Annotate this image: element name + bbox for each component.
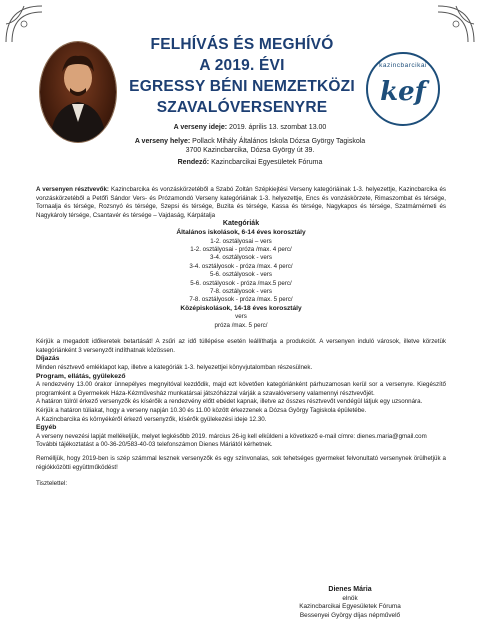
program-heading: Program, ellátás, gyülekező	[36, 372, 126, 380]
title-line-2: A 2019. ÉVI	[199, 57, 285, 74]
timing-note: Kérjük a megadott időkeretek betartását! A zsűri az idő túllépése esetén leállíthatja a produkciót. A versenyen induló városok, illetve körzetük kategóriánként 3 versenyzőt indíthatnak közössen.	[36, 338, 446, 354]
ornament-corner-top-left	[4, 4, 64, 44]
category-item: 1-2. osztályosai – vers	[210, 237, 272, 245]
participants-label: A versenyen résztvevők:	[36, 186, 109, 193]
program-paragraph-4: A Kazincbarcika és környékéről érkező versenyzők, kísérők gyülekezési ideje 12.30.	[36, 415, 267, 423]
program-paragraph-3: Kérjük a határon túliakat, hogy a verseny napján 10.30 és 11.00 között érkezzenek a Dózsa György Tagiskola épületébe.	[36, 406, 367, 414]
closing-greeting: Tisztelettel:	[36, 480, 68, 488]
venue-label: A verseny helye:	[134, 138, 191, 145]
title-line-3: EGRESSY BÉNI NEMZETKÖZI	[129, 78, 355, 95]
signature-award: Bessenyei György díjas népművelő	[299, 611, 401, 619]
venue-line-2: 3700 Kazincbarcika, Dózsa György út 39.	[185, 147, 315, 154]
categories-title: Kategóriák	[222, 220, 260, 228]
category-item: 5-6. osztályosok - próza /max.5 perc/	[190, 279, 292, 287]
date-label: A verseny ideje:	[173, 124, 228, 131]
kef-logo	[366, 52, 440, 126]
primary-category-title: Általános iskolások, 6-14 éves korosztály	[176, 228, 306, 236]
other-paragraph-1: A verseny nevezési lapját mellékeljük, melyet legkésőbb 2019. március 26-ig kell elküldeni a következő e-mail címre: dienes.maria@gmail.com	[36, 432, 427, 440]
event-venue	[100, 137, 400, 155]
awards-heading: Díjazás	[36, 355, 60, 363]
signature-name: Dienes Mária	[328, 586, 372, 593]
signature-role: elnök	[342, 594, 358, 602]
program-paragraph-1: A rendezvény 13.00 órakor ünnepélyes megnyitóval kezdődik, majd ezt követően kategóriánként párhuzamosan kerül sor a versenyre. Kiegészítő programként a Gyermekek Háza-Kézművesház munkatársai játszóházzal várják a szavalóverseny valamennyi résztvevőjét.	[36, 381, 446, 397]
logo-mark: kef	[380, 77, 426, 107]
signature-org: Kazincbarcikai Egyesületek Fóruma	[299, 603, 401, 611]
date-value: 2019. április 13. szombat 13.00	[229, 124, 327, 131]
event-date	[100, 123, 400, 132]
category-item: 5-6. osztályosok - vers	[210, 271, 272, 279]
participants-text: Kazincbarcika és vonzáskörzetéből a Szabó Zoltán Szépkiejtési Verseny kategóriáinak 1-3. helyezettje, Kazincbarcika és vonzáskörzetéből a Petőfi Sándor Vers- és Prózamondó Verseny kategóriáinak 1-3. helyezettje, Encs és vonzáskörzete, Rimaszombat és térsége, Tornaalja és térsége, Rozsnyó és térsége, Szepsi és térsége, Buzita és térsége, Kassa és térsége, Nagykapos és térsége, Szatmárnémeti és Nagykároly térsége, Csantavér és térsége – Vajdaság, Kárpátalja	[36, 186, 446, 219]
ornament-corner-top-right	[416, 4, 476, 44]
program-paragraph-2: A határon túlról érkező versenyzők és kísérőik a rendezvény előtt ebédet kapnak, illetve az összes résztvevőt vendégül látjuk egy uzsonnára.	[36, 398, 423, 406]
category-item: vers	[235, 313, 247, 321]
category-item: 3-4. osztályosok - vers	[210, 254, 272, 262]
awards-text: Minden résztvevő emléklapot kap, illetve a kategóriák 1-3. helyezettjei könyvjutalomban részesülnek.	[36, 364, 313, 371]
organizer-label: Rendező:	[177, 159, 210, 166]
category-item: 7-8. osztályosok - próza /max. 5 perc/	[189, 296, 293, 304]
page-title	[128, 34, 356, 118]
participants-paragraph	[36, 186, 446, 220]
primary-category-list	[36, 238, 446, 305]
other-paragraph-2: További tájékoztatást a 00-36-20/583-40-03 telefonszámon Dienes Máriától kérhetnek.	[36, 441, 273, 449]
event-organizer	[100, 158, 400, 167]
signature-block	[270, 586, 430, 620]
category-item: próza /max. 5 perc/	[214, 321, 268, 329]
other-paragraph-3: Remélljük, hogy 2019-ben is szép számmal lesznek versenyzők és egy színvonalas, sok tehetséges gyermeket felvonultató versenynek örülhetjük a régiókközötti együttműködést!	[36, 454, 446, 471]
organizer-value: Kazincbarcikai Egyesületek Fóruma	[211, 159, 323, 166]
title-line-4: SZAVALÓVERSENYRE	[156, 99, 328, 116]
title-line-1: FELHÍVÁS ÉS MEGHÍVÓ	[150, 36, 334, 53]
category-item: 7-8. osztályosok - vers	[210, 288, 272, 295]
logo-arc-text: kazincbarcikai	[379, 62, 427, 69]
other-heading: Egyéb	[36, 424, 57, 432]
category-item: 3-4. osztályosok - próza /max. 4 perc/	[189, 262, 293, 270]
secondary-category-list	[36, 313, 446, 330]
category-item: 1-2. osztályosai - próza /max. 4 perc/	[190, 245, 292, 253]
venue-line-1: Pollack Mihály Általános Iskola Dózsa György Tagiskola	[192, 138, 366, 145]
secondary-category-title: Középiskolások, 14-18 éves korosztály	[180, 304, 302, 312]
main-body	[36, 186, 446, 489]
